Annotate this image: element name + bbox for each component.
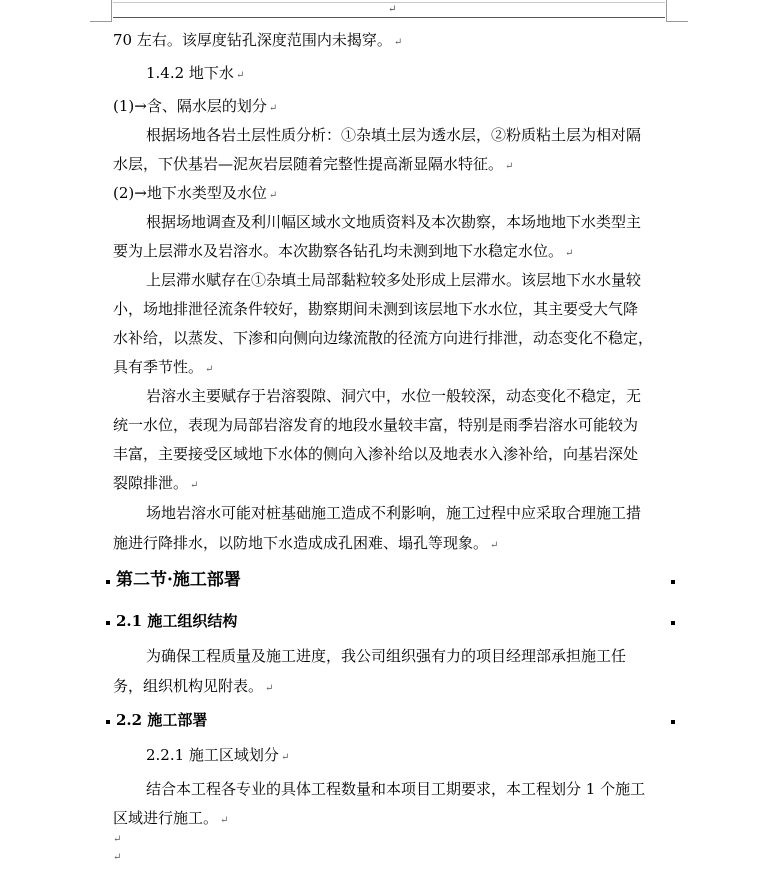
- crop-mark-right: [666, 0, 688, 22]
- subheading-2-2-1: 2.2.1 施工区域划分 ↵: [146, 746, 290, 764]
- section-heading: 第二节·施工部署: [116, 570, 241, 590]
- text-line: 为确保工程质量及施工进度，我公司组织强有力的项目经理部承担施工任: [146, 647, 627, 665]
- text-line: 岩溶水主要赋存于岩溶裂隙、洞穴中，水位一般较深，动态变化不稳定，无: [146, 387, 642, 405]
- text-line: 小，场地排泄径流条件较好，勘察期间未测到该层地下水水位，其主要受大气降: [113, 300, 639, 318]
- text-line: 水补给，以蒸发、下渗和向侧向边缘流散的径流方向进行排泄，动态变化不稳定，: [113, 329, 654, 347]
- list-item-1: (1)→含、隔水层的划分 ↵: [113, 97, 278, 115]
- heading-bullet-left: [106, 720, 110, 724]
- text-line: 场地岩溶水可能对桩基础施工造成不利影响，施工过程中应采取合理施工措: [146, 504, 642, 522]
- header-rule: [113, 17, 665, 18]
- text-line: 施进行降排水，以防地下水造成成孔困难、塌孔等现象。 ↵: [113, 534, 499, 552]
- header-rule-top: [113, 2, 665, 3]
- heading-2-2: 2.2 施工部署: [116, 711, 208, 729]
- text-line: 裂隙排泄。 ↵: [113, 474, 199, 492]
- text-line: 丰富，主要接受区域地下水体的侧向入渗补给以及地表水入渗补给，向基岩深处: [113, 445, 639, 463]
- empty-paragraph-mark: ↵: [113, 852, 122, 863]
- text-line: 务，组织机构见附表。 ↵: [113, 677, 274, 695]
- list-item-2: (2)→地下水类型及水位 ↵: [113, 184, 278, 202]
- text-line: 水层，下伏基岩—泥灰岩层随着完整性提高渐显隔水特征。 ↵: [113, 155, 514, 173]
- text-line: 70 左右。该厚度钻孔深度范围内未揭穿。 ↵: [113, 31, 403, 49]
- heading-bullet-left: [106, 621, 110, 625]
- text-line: 上层滞水赋存在①杂填土局部黏粒较多处形成上层滞水。该层地下水水量较: [146, 271, 642, 289]
- text-line: 具有季节性。 ↵: [113, 358, 214, 376]
- subheading-1-4-2: 1.4.2 地下水 ↵: [146, 64, 245, 82]
- text-line: 要为上层滞水及岩溶水。本次勘察各钻孔均未测到地下水稳定水位。 ↵: [113, 242, 574, 260]
- text-line: 根据场地各岩土层性质分析：①杂填土层为透水层，②粉质粘土层为相对隔: [146, 126, 642, 144]
- heading-bullet-left: [106, 580, 110, 584]
- text-line: 区域进行施工。 ↵: [113, 809, 229, 827]
- crop-mark-left: [90, 0, 112, 22]
- text-line: 根据场地调查及利川幅区域水文地质资料及本次勘察，本场地地下水类型主: [146, 213, 642, 231]
- header-paragraph-mark: ↵: [388, 4, 397, 15]
- heading-bullet-right: [671, 621, 675, 625]
- text-line: 统一水位，表现为局部岩溶发育的地段水量较丰富，特别是雨季岩溶水可能较为: [113, 416, 639, 434]
- heading-bullet-right: [671, 580, 675, 584]
- text-line: 结合本工程各专业的具体工程数量和本项目工期要求，本工程划分 1 个施工: [146, 780, 646, 798]
- heading-bullet-right: [671, 720, 675, 724]
- heading-2-1: 2.1 施工组织结构: [116, 612, 238, 630]
- empty-paragraph-mark: ↵: [113, 834, 122, 845]
